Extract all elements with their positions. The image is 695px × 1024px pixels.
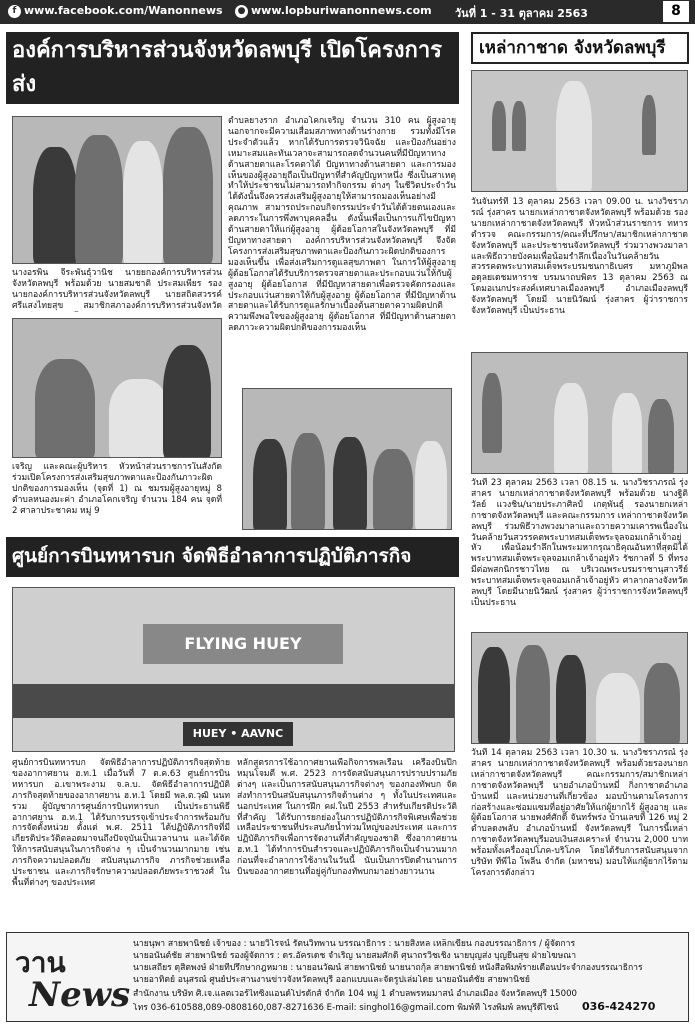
article3-photo-2	[471, 352, 688, 474]
article1-caption-1: นางอรพิน จีระพันธุ์วานิช นายยกองค์การบริหารส่วนจังหวัดลพบุรี พร้อมด้วย นายสมชาติ ประสมเพียร รองนายกองค์การบริหารส่วนจังหวัดลพบุรี นายสถิตสวรรค์ ศรีแสงไทยสุข สมาชิกสภาองค์การบริหารส่วนจังหวัด	[12, 268, 222, 311]
website-link[interactable]	[235, 4, 432, 18]
article3-headline: เหล่ากาชาด จังหวัดลพบุรี	[471, 32, 689, 64]
footer-line-3: นายเสถียร ดุสิตพงษ์ ฝ่ายที่ปรึกษากฎหมาย : นายอนวัฒน์ สายพานิชย์ นายนาถกุ้ล สายพานิชย์ หนังสือพิมพ์รายเดือนประจำกองบรรณาธิการ	[133, 963, 643, 973]
facebook-icon: f	[8, 5, 21, 18]
facebook-url: www.facebook.com/Wanonnews	[24, 4, 223, 17]
article3-text-2: วันที่ 23 ตุลาคม 2563 เวลา 08.15 น. นางวิชราภรณ์ รุ่งสาคร นายกเหล่ากาชาดจังหวัดลพบุรี พร้อมด้วย นางฐิติวัลย์ แวงชิน/นายประภาศิลป์ เกตุพันธุ์ รองนายกเหล่ากาชาดจังหวัดลพบุรี และคณะกรรมการ เหล่ากาชาดจังหวัดลพบุรี ร่วมพิธีวางพวงมาลาและถวายความเคารพเนื่องในวันคล้ายวันสวรรคตพระบาทสมเด็จพระจุลจอมเกล้าเจ้าอยู่หัว เพื่อน้อมรำลึกในพระมหากรุณาธิคุณอันหาที่สุดมิได้ พระบาทสมเด็จพระจุลจอมเกล้าเจ้าอยู่หัว รัชกาลที่ 5 ที่ทรงมีต่อพสกนิกรชาวไทย ณ บริเวณพระบรมราชานุสาวรีย์พระบาทสมเด็จพระจุลจอมเกล้าเจ้าอยู่หัว ศาลากลางจังหวัดลพบุรี โดยมีนายนิวัฒน์ รุ่งสาคร ผู้ว่าราชการจังหวัดลพบุรี เป็นประธาน	[471, 478, 688, 608]
footer-line-2: นายอนันต์ชัย สายพานิชย์ รองผู้จัดการ : ดร.อัครเดช จำเริญ นายสมศักดิ์ ศุนาถรวิชเชิ่ง นายบุญส่ง บุญยืนสุข ฝ่ายโฆษณา	[133, 951, 577, 961]
facebook-link[interactable]	[8, 4, 223, 18]
footer-hotline: 036-424270	[582, 1001, 656, 1012]
logo-text-bottom: News	[29, 975, 131, 1015]
footer-line-4: นายอาทิตย์ อนุสรณ์ ศูนย์ประสานงานข่าวจังหวัดลพบุรี ออกแบบและจัดรูปเล่มโดย นายอนันต์ชัย สายพานิชย์	[133, 975, 530, 985]
website-url: www.lopburiwanonnews.com	[251, 4, 432, 17]
article1-caption-2: เจริญ และคณะผู้บริหาร หัวหน้าส่วนราชการในสังกัด ร่วมเปิดโครงการส่งเสริมสุขภาพตาและป้องกันภาวะผิดปกติของการมองเห็น (จุดที่ 1) ณ ชมรมผู้สูงอายุหมู่ 8 ตำบลหนองมะค่า อำเภอโคกเจริญ จำนวน 184 คน จุดที่ 2 ศาลาประชาคม หมู่ 9	[12, 462, 222, 516]
footer-line-6: โทร 036-610588,089-0808160,087-8271636 E-mail: singhol16@gmail.com พิมพ์ที่ โรงพิมพ์ ลพบุรีดีไซน์	[133, 1003, 559, 1013]
article3-text-3: วันที่ 14 ตุลาคม 2563 เวลา 10.30 น. นางวิชราภรณ์ รุ่งสาคร นายกเหล่ากาชาดจังหวัดลพบุรี พร้อมด้วยรองนายกเหล่ากาชาดจังหวัดลพบุรี คณะกรรมการ/สมาชิกเหล่ากาชาดจังหวัดลพบุรี นายอำเภอบ้านหมี่ กิ่งกาชาดอำเภอบ้านหมี่ และหน่วยงานที่เกี่ยวข้อง มอบบ้านตามโครงการก่อสร้างและซ่อมแซมที่อยู่อาศัยให้แก่ผู้ยากไร้ ผู้สูงอายุ และผู้ด้อยโอกาส นายพงศ์ศักดิ์ จันทร์พร่ง บ้านเลขที่ 126 หมู่ 2 ตำบลดงพลับ อำเภอบ้านหมี่ จังหวัดลพบุรี ในการนี้เหล่ากาชาดจังหวัดลพบุรีมอบเงินสงเคราะห์ จำนวน 2,000 บาท พร้อมทั้งเครื่องอุปโภค-บริโภค โดยได้รับการสนับสนุนจาก บริษัท ทีพีไอ โพลีน จำกัด (มหาชน) มอบให้แก่ผู้ยากไร้ตามโครงการดังกล่าว	[471, 748, 688, 878]
article2-photo	[12, 587, 455, 752]
article3-text-1: วันจันทร์ที่ 13 ตุลาคม 2563 เวลา 09.00 น. นางวิชราภรณ์ รุ่งสาคร นายกเหล่ากาชาดจังหวัดลพบุรี พร้อมด้วย รองนายกเหล่ากาชาดจังหวัดลพบุรี หัวหน้าส่วนราชการ ทหาร ตำรวจ คณะกรรมการ/คณะที่ปรึกษา/สมาชิกเหล่ากาชาดจังหวัดลพบุรี และประชาชนจังหวัดลพบุรี ร่วมวางพวงมาลา และพิธีถวายบังคมเพื่อน้อมรำลึกเนื่องในวันคล้ายวันสวรรคตพระบาทสมเด็จพระบรมชนกาธิเบศร มหาภูมิพลอดุลยเดชมหาราช บรมนาถบพิตร 13 ตุลาคม 2563 ณ โดมอเนกประสงค์เทศบาลเมืองลพบุรี อำเภอเมืองลพบุรี จังหวัดลพบุรี โดยมี นายนิวัฒน์ รุ่งสาคร ผู้ว่าราชการจังหวัดลพบุรี เป็นประธาน	[471, 197, 688, 317]
globe-icon: ●	[235, 5, 248, 18]
issue-date: วันที่ 1 - 31 ตุลาคม 2563	[455, 7, 588, 20]
article2-headline: ศูนย์การบินทหารบก จัดพิธีอำลาการปฏิบัติภารกิจ	[6, 537, 459, 577]
article1-photo-3	[242, 388, 452, 530]
photo-sign-text: HUEY • AAVNC	[183, 722, 293, 746]
logo-text-top: วาน	[15, 946, 66, 979]
article1-headline-line2	[12, 102, 453, 104]
page-number: 8	[663, 1, 689, 22]
footer-line-1: นายนุพา สายพานิชย์ เจ้าของ : นายวิโรจน์ รัตนวิทพาน บรรณาธิการ : นายสิงหล เหล็กเขียน กองบรรณาธิการ / ผู้จัดการ	[133, 939, 576, 949]
footer-masthead	[6, 932, 689, 1022]
article3-photo-3	[471, 632, 688, 744]
photo-banner-text: FLYING HUEY	[143, 624, 343, 664]
article3-photo-1	[471, 70, 688, 192]
article1-headline	[6, 32, 459, 104]
footer-line-5: สำนักงาน บริษัท ศิ.เจ.แลตเวอร์ไทซิ่งแอนด์โปรดักส์ จำกัด 104 หมู่ 1 ตำบลพรหมมาสน์ อำเภอเมือง จังหวัดลพบุรี 15000	[133, 989, 578, 999]
article2-col1: ศูนย์การบินทหารบก จัดพิธีอำลาการปฏิบัติภารกิจสุดท้ายของอากาศยาน ฮ.ท.1 เมื่อวันที่ 7 ต.ค.63 ศูนย์การบินทหารบก อ.เขาพระงาม จ.ล.บ. จัดพิธีอำลาการปฏิบัติภารกิจสุดท้ายของอากาศยาน ฮ.ท.1 โดยมี พล.ต.วุฒิ นนทรวม ผู้บัญชาการศูนย์การบินทหารบก เป็นประธานพิธี อากาศยาน ฮ.ท.1 ได้รับการบรรจุเข้าประจำการพร้อมกับการจัดตั้งหน่วย ตั้งแต่ พ.ศ. 2511 ได้ปฏิบัติภารกิจที่มีเกียรติประวัติตลอดมาจนถึงปัจจุบันเป็นเวลานาน และได้จัดให้การสนับสนุนในภารกิจต่าง ๆ เป็นจำนวนมากมาย เช่น ภารกิจความปลอดภัย สนับสนุนภารกิจ ภารกิจช่วยเหลือประชาชน และภารกิจรักษาความปลอดภัยพระราชวงศ์ ในพื้นที่ต่างๆ ของประเทศ	[12, 758, 230, 888]
header-bar	[0, 0, 695, 24]
article1-body: ตำบลยางราก อำเภอโคกเจริญ จำนวน 310 คน ผู้สูงอายุ นอกจากจะมีความเสื่อมสภาพทางด้านร่างกาย รวมทั้งมีโรคประจำตัวแล้ว หากได้รับการตรวจวินิจฉัย และป้องกันอย่างเหมาะสมและทันเวลาจะสามารถลดจำนวนคนที่มีปัญหาทางด้านสายตาและโรคตาได้ ปัญหาทางด้านสายตา และการมองเห็นของผู้สูงอายุถือเป็นปัญหาที่สำคัญปัญหาหนึ่ง ซึ่งเป็นสาเหตุทำให้ประชาชนไม่สามารถทำกิจกรรม ต่างๆ ในชีวิตประจำวันได้ดังนั้นจึงควรส่งเสริมผู้สูงอายุให้สามารถมองเห็นอย่างมีคุณภาพ สามารถประกอบกิจกรรมประจำวันได้ด้วยตนเองและลดภาระในการพึ่งพาบุคคลอื่น ดังนั้นเพื่อเป็นการแก้ไขปัญหาด้านสายตาให้แก่ผู้สูงอายุ ผู้ด้อยโอกาสในจังหวัดลพบุรี ที่มีปัญหาทางสายตา องค์การบริหารส่วนจังหวัดลพบุรี จึงจัดโครงการส่งเสริมสุขภาพตาและป้องกันภาวะผิดปกติของการมองเห็นขึ้น เพื่อส่งเสริมการดูแลสุขภาพตา ในการให้ผู้สูงอายุ ผู้ด้อยโอกาสได้รับบริการตรวจสายตาและประกอบแว่นให้กับผู้สูงอายุ ผู้ด้อยโอกาส ที่มีปัญหาสายตาเพื่อตรวจคัดกรองและประกอบแว่นสายตาให้กับผู้สูงอายุ ผู้ด้อยโอกาส ที่มีปัญหาด้านสายตาและได้รับการดูแลรักษาเบื้องต้นสายตาความผิดปกติ ความพึงพอใจของผู้สูงอายุ ผู้ด้อยโอกาส ที่มีปัญหาด้านสายตา ลดภาวะความผิดปกติของการมองเห็น	[228, 116, 456, 334]
article1-headline-line1: องค์การบริหารส่วนจังหวัดลพบุรี เปิดโครงการส่ง	[12, 38, 442, 97]
article1-photo-2	[12, 318, 222, 458]
article2-col2: หลักสูตรการใช้อากาศยานเพื่อกิจการพลเรือน เครื่องบินปีกหมุนโจมตี พ.ศ. 2523 การจัดสนับสนุนการปราบปรามภัยต่างๆ และเป็นการสนับสนุนภารกิจต่างๆ ของกองทัพบก จัดส่งทำการบินสนับสนุนภารกิจด้านต่าง ๆ ทั้งในประเทศและนอกประเทศ ในการฝึก คฝ.ในปี 2553 สำหรับเกียรติประวัติที่สำคัญ ได้รับการยกย่องในการปฏิบัติภารกิจพิเศษเพื่อช่วยเหลือประชาชนที่ประสบภัยน้ำท่วมใหญ่ของประเทศ และการปฏิบัติภารกิจเพื่อการจัดงานที่สำคัญของชาติ ซึ่งอากาศยาน ฮ.ท.1 ได้ทำการบินสำรวจและปฏิบัติภารกิจเป็นจำนวนมาก ก่อนที่จะอำลาการใช้งานในวันนี้ นับเป็นการปิดตำนานการบินของอากาศยานที่อยู่คู่กับกองทัพบกมาอย่างยาวนาน	[237, 758, 457, 878]
article1-photo-1	[12, 116, 222, 264]
wanon-news-logo	[15, 939, 131, 1017]
